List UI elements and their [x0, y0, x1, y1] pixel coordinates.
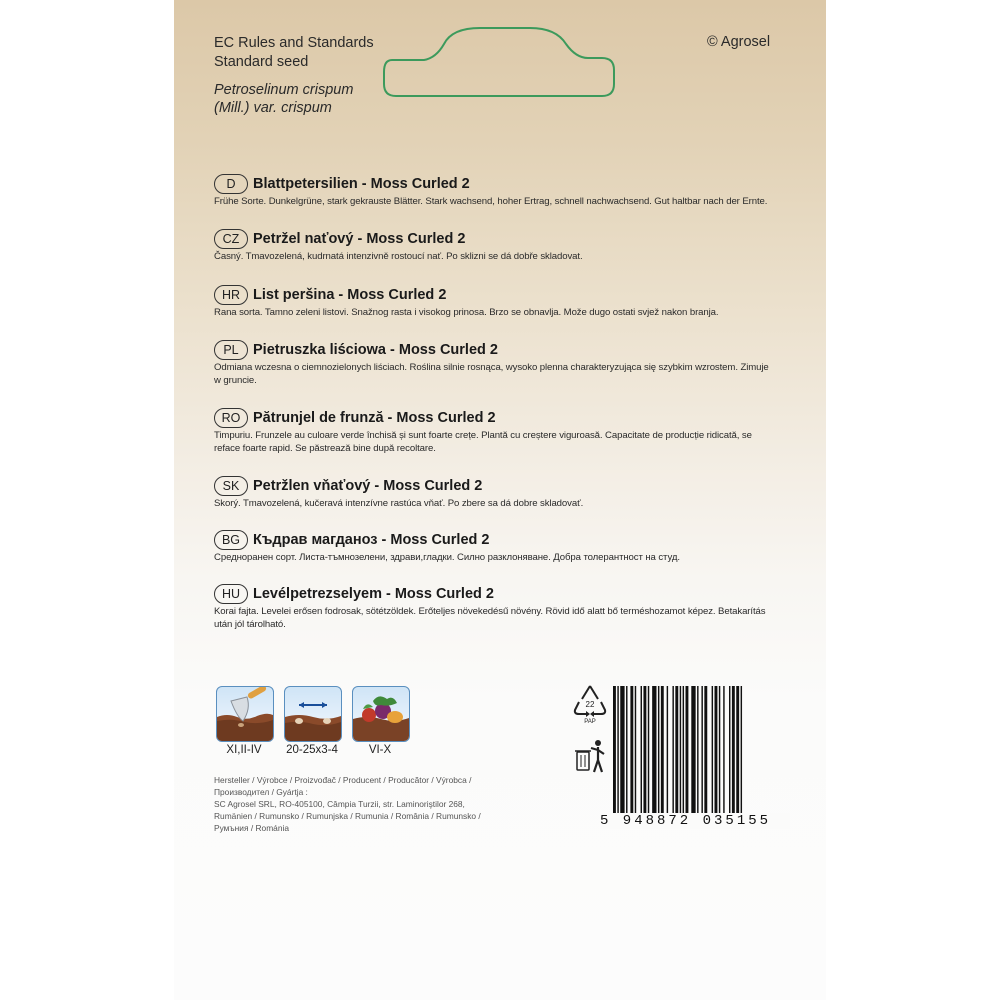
entry-bg: [214, 530, 774, 565]
trowel-soil-icon: [216, 686, 274, 742]
barcode-bar: [643, 686, 646, 828]
barcode-bar: [741, 686, 742, 828]
harvest-vegetables-icon: [352, 686, 410, 742]
producer-line: Hersteller / Výrobce / Proizvođač / Producent / Producător / Výrobca / Производител / Gyártja :: [214, 775, 472, 797]
lang-badge: BG: [214, 530, 248, 550]
barcode-bar: [736, 686, 739, 828]
barcode-bar: [675, 686, 678, 828]
sowing-period-label: XI,II-IV: [226, 744, 262, 756]
barcode-bar: [697, 686, 698, 828]
entry-title: Petržlen vňaťový - Moss Curled 2: [253, 478, 483, 494]
barcode-bar: [719, 686, 720, 828]
entry-sk: [214, 476, 774, 511]
harvest-period-label: VI-X: [368, 744, 392, 756]
entry-title: List peršina - Moss Curled 2: [253, 287, 447, 303]
barcode-bar: [630, 686, 633, 828]
barcode-bar: [635, 686, 636, 828]
producer-info: [214, 774, 504, 834]
lang-badge: D: [214, 174, 248, 194]
lang-badge: CZ: [214, 229, 248, 249]
entry-hr: [214, 285, 774, 320]
hang-hole-outline: [380, 24, 620, 100]
barcode-bar: [704, 686, 707, 828]
barcode-bar: [661, 686, 664, 828]
lang-badge: RO: [214, 408, 248, 428]
entry-description: Timpuriu. Frunzele au culoare verde închisă și sunt foarte crețe. Plantă cu creștere viguroasă. Capacitate de producție ridicată, se reface foarte rapid. Se păstrează bine după recoltare.: [214, 430, 752, 454]
standards-block: [214, 34, 374, 72]
entry-cz: [214, 229, 774, 264]
barcode-bar: [715, 686, 718, 828]
latin-name-line: Petroselinum crispum: [214, 82, 354, 98]
barcode-bar: [648, 686, 649, 828]
barcode-bar: [658, 686, 659, 828]
spacing-label: 20-25x3-4: [286, 744, 338, 756]
barcode-bar: [732, 686, 735, 828]
entry-description: Rana sorta. Tamno zeleni listovi. Snažnog rasta i visokog prinosa. Brzo se obnavlja. Može dugo ostati svjež nakon branja.: [214, 307, 719, 318]
entry-description: Skorý. Tmavozelená, kučeravá intenzívne rastúca vňať. Po zbere sa dá dobre skladovať.: [214, 498, 584, 509]
entry-ro: [214, 408, 774, 455]
barcode-bar: [617, 686, 618, 828]
entry-title: Levélpetrezselyem - Moss Curled 2: [253, 586, 494, 602]
seed-class-line: Standard seed: [214, 54, 309, 70]
entry-title: Pietruszka liściowa - Moss Curled 2: [253, 342, 498, 358]
latin-name: [214, 81, 353, 117]
barcode-bar: [712, 686, 713, 828]
barcode-bar: [680, 686, 681, 828]
barcode-bar: [683, 686, 684, 828]
entry-de: [214, 174, 774, 209]
trash-bin-person-icon: [574, 738, 606, 774]
barcode-bar: [613, 686, 616, 828]
entry-description: Odmiana wczesna o ciemnozielonych liściach. Roślina silnie rosnąca, wysoko plenna charakteryzująca się szybkim wzrostem. Zimuje w gruncie.: [214, 362, 769, 386]
entry-hu: [214, 584, 774, 631]
entry-description: Frühe Sorte. Dunkelgrüne, stark gekrauste Blätter. Stark wachsend, hoher Ertrag, schnell nachwachsend. Gut haltbar nach der Ernte.: [214, 196, 768, 207]
lang-badge: PL: [214, 340, 248, 360]
barcode-bar: [672, 686, 673, 828]
entry-title: Къдрав магданоз - Moss Curled 2: [253, 532, 490, 548]
copyright: © Agrosel: [707, 34, 771, 50]
entry-title: Petržel naťový - Moss Curled 2: [253, 231, 466, 247]
barcode-digits: 5 948872 035155: [600, 813, 790, 829]
barcode-bar: [620, 686, 624, 828]
lang-badge: HU: [214, 584, 248, 604]
barcode-bar: [723, 686, 724, 828]
barcode-bar: [691, 686, 695, 828]
entry-description: Časný. Tmavozelená, kudrnatá intenzivně rostoucí nať. Po sklizni se dá dobře skladovat.: [214, 251, 583, 262]
latin-name-line: (Mill.) var. crispum: [214, 100, 332, 116]
barcode-bar: [626, 686, 627, 828]
barcode: [612, 686, 784, 828]
seed-spacing-icon: [284, 686, 342, 742]
entry-description: Korai fajta. Levelei erősen fodrosak, sötétzöldek. Erőteljes növekedésű növény. Rövid idő alatt bő terméshozamot képez. Betakarítás után jól tárolható.: [214, 606, 766, 630]
entry-title: Pătrunjel de frunză - Moss Curled 2: [253, 410, 496, 426]
recycle-code: 22: [585, 700, 595, 709]
barcode-bar: [686, 686, 689, 828]
rules-line: EC Rules and Standards: [214, 35, 374, 51]
entry-title: Blattpetersilien - Moss Curled 2: [253, 176, 470, 192]
lang-badge: HR: [214, 285, 248, 305]
recycle-icon: [572, 683, 608, 725]
producer-line: Rumänien / Rumunsko / Rumunjska / Rumunia / România / Rumunsko / Румъния / Románia: [214, 811, 481, 833]
barcode-bar: [641, 686, 642, 828]
barcode-bar: [652, 686, 656, 828]
entry-description: Средноранен сорт. Листа-тъмнозелени, здрави,гладки. Силно разклоняване. Добра толерантност на студ.: [214, 552, 680, 563]
recycle-material: PAP: [584, 719, 596, 725]
entry-pl: [214, 340, 774, 387]
barcode-bar: [701, 686, 702, 828]
barcode-bar: [667, 686, 668, 828]
barcode-bar: [729, 686, 730, 828]
producer-line: SC Agrosel SRL, RO-405100, Câmpia Turzii, str. Laminoriştilor 268,: [214, 799, 465, 809]
lang-badge: SK: [214, 476, 248, 496]
